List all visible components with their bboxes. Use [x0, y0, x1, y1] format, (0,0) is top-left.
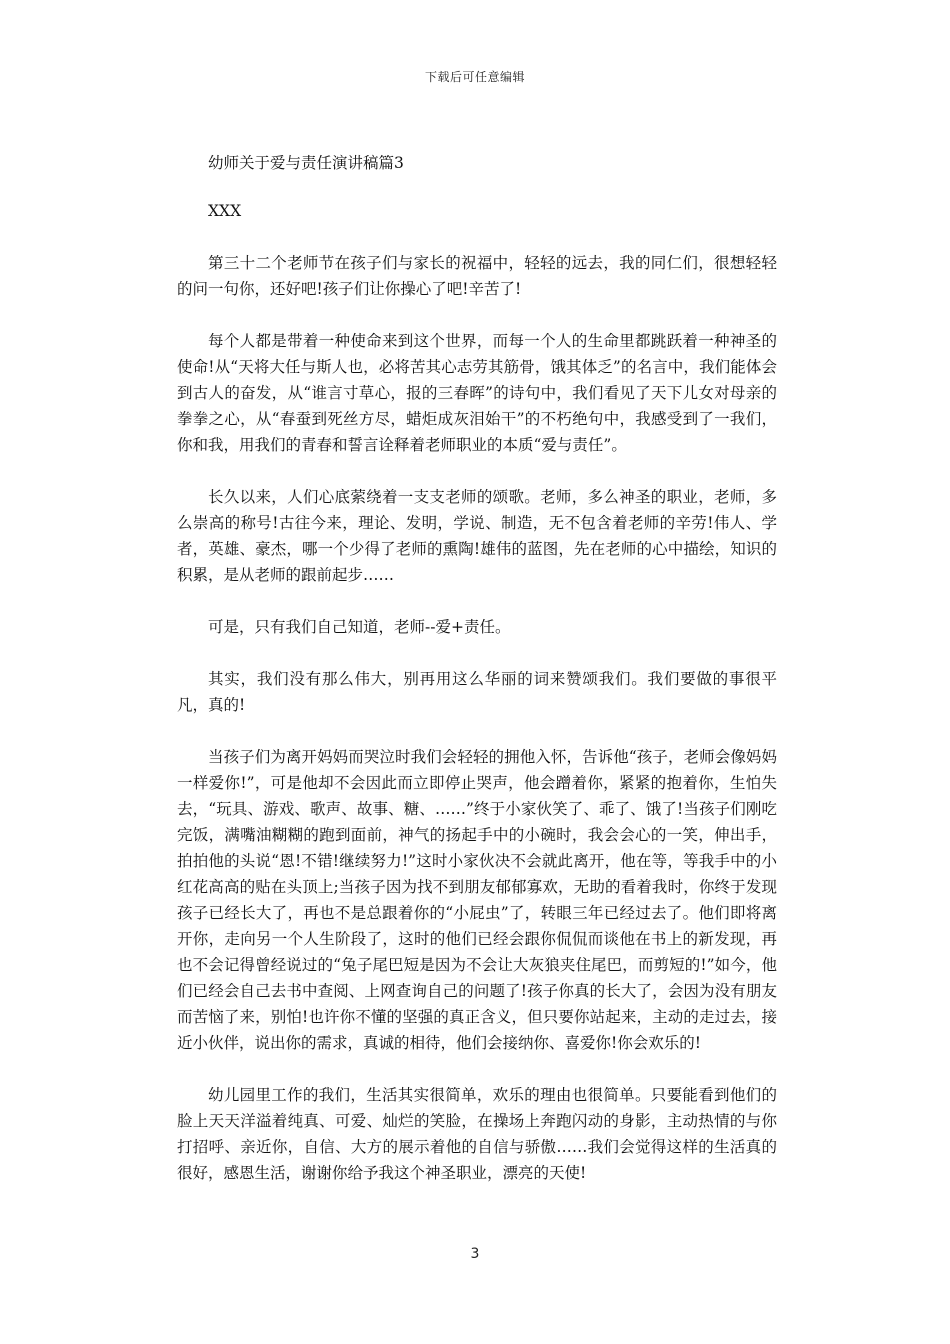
document-author: XXX [208, 202, 242, 220]
paragraph-1: 第三十二个老师节在孩子们与家长的祝福中，轻轻的远去，我的同仁们，很想轻轻的问一句你，还好吧!孩子们让你操心了吧!辛苦了! [177, 254, 777, 298]
page-header: 下载后可任意编辑 [424, 70, 525, 84]
document-body [177, 150, 777, 1212]
page-number: 3 [470, 1246, 480, 1262]
paragraph-5: 其实，我们没有那么伟大，别再用这么华丽的词来赞颂我们。我们要做的事很平凡，真的! [177, 670, 777, 714]
document-title: 幼师关于爱与责任演讲稿篇3 [208, 154, 404, 172]
paragraph-6: 当孩子们为离开妈妈而哭泣时我们会轻轻的拥他入怀，告诉他“孩子，老师会像妈妈一样爱你!”，可是他却不会因此而立即停止哭声，他会蹭着你，紧紧的抱着你，生怕失去，“玩具、游戏、歌声、故事、糖、……”终于小家伙笑了、乖了、饿了!当孩子们刚吃完饭，满嘴油糊糊的跑到面前，神气的扬起手中的小碗时，我会会心的一笑，伸出手，拍拍他的头说“恩!不错!继续努力!”这时小家伙决不会就此离开，他在等，等我手中的小红花高高的贴在头顶上;当孩子因为找不到朋友郁郁寡欢，无助的看着我时，你终于发现孩子已经长大了，再也不是总跟着你的“小屁虫”了，转眼三年已经过去了。他们即将离开你，走向另一个人生阶段了，这时的他们已经会跟你侃侃而谈他在书上的新发现，再也不会记得曾经说过的“兔子尾巴短是因为不会让大灰狼夹住尾巴，而剪短的!”如今，他们已经会自己去书中查阅、上网查询自己的问题了!孩子你真的长大了，会因为没有朋友而苦恼了来，别怕!也许你不懂的坚强的真正含义，但只要你站起来，主动的走过去，接近小伙伴，说出你的需求，真诚的相待，他们会接纳你、喜爱你!你会欢乐的! [177, 748, 777, 1052]
paragraph-4: 可是，只有我们自己知道，老师--爱+责任。 [208, 618, 511, 636]
paragraph-7: 幼儿园里工作的我们，生活其实很简单，欢乐的理由也很简单。只要能看到他们的脸上天天洋溢着纯真、可爱、灿烂的笑脸，在操场上奔跑闪动的身影，主动热情的与你打招呼、亲近你，自信、大方的展示着他的自信与骄傲……我们会觉得这样的生活真的很好，感恩生活，谢谢你给予我这个神圣职业，漂亮的天使! [177, 1086, 777, 1182]
paragraph-3: 长久以来，人们心底萦绕着一支支老师的颂歌。老师，多么神圣的职业，老师，多么崇高的称号!古往今来，理论、发明，学说、制造，无不包含着老师的辛劳!伟人、学者，英雄、豪杰，哪一个少得了老师的熏陶!雄伟的蓝图，先在老师的心中描绘，知识的积累，是从老师的跟前起步…… [177, 488, 777, 584]
paragraph-2: 每个人都是带着一种使命来到这个世界，而每一个人的生命里都跳跃着一种神圣的使命!从“天将大任与斯人也，必将苦其心志劳其筋骨，饿其体乏”的名言中，我们能体会到古人的奋发，从“谁言寸草心，报的三春晖”的诗句中，我们看见了天下儿女对母亲的拳拳之心，从“春蚕到死丝方尽，蜡炬成灰泪始干”的不朽绝句中，我感受到了一我们，你和我，用我们的青春和誓言诠释着老师职业的本质“爱与责任”。 [177, 332, 777, 454]
